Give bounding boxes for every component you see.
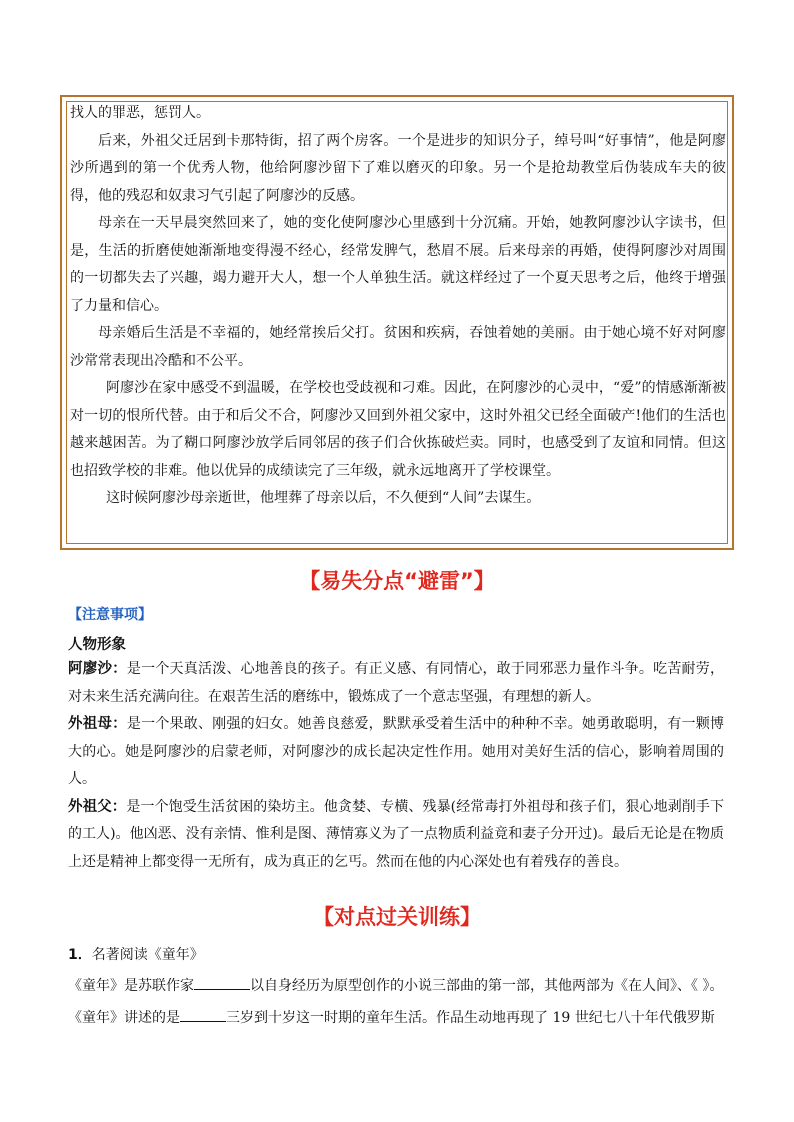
question-title — [68, 944, 204, 964]
pitfalls-title: 【易失分点“避雷”】 — [299, 569, 495, 593]
character-list — [68, 656, 724, 876]
question-text: 《童年》是苏联作家 — [68, 978, 194, 994]
story-text — [70, 100, 726, 513]
character-item — [68, 711, 724, 794]
story-paragraph: 找人的罪恶，惩罚人。 — [70, 105, 210, 121]
character-name: 外祖母： — [68, 716, 127, 732]
question-line — [68, 975, 728, 995]
training-title: 【对点过关训练】 — [313, 905, 481, 929]
story-paragraph: 母亲婚后生活是不幸福的，她经常挨后父打。贫困和疾病，吞蚀着她的美丽。由于她心境不好对阿廖沙常常表现出冷酷和不公平。 — [70, 325, 726, 369]
story-paragraph: 阿廖沙在家中感受不到温暖，在学校也受歧视和刁难。因此，在阿廖沙的心灵中，“爱”的情感渐渐被对一切的恨所代替。由于和后父不合，阿廖沙又回到外祖父家中，这时外祖父已经全面破产!他们的生活也越来越困苦。为了糊口阿廖沙放学后同邻居的孩子们合伙拣破烂卖。同时，也感受到了友谊和同情。但这也招致学校的非难。他以优异的成绩读完了三年级，就永远地离开了学校课堂。 — [70, 380, 726, 479]
question-text: 以自身经历为原型创作的小说三部曲的第一部，其他两部为《在人间》、《 》。 — [250, 978, 724, 994]
question-number: 1． — [68, 947, 92, 963]
question-text: 《童年》讲述的是 — [68, 1010, 180, 1026]
story-paragraph: 母亲在一天早晨突然回来了，她的变化使阿廖沙心里感到十分沉痛。开始，她教阿廖沙认字读书，但是，生活的折磨使她渐渐地变得漫不经心，经常发脾气，愁眉不展。后来母亲的再婚，使得阿廖沙对周围的一切都失去了兴趣，竭力避开大人，想一个人单独生活。就这样经过了一个夏天思考之后，他终于增强了力量和信心。 — [70, 215, 726, 314]
question-line — [68, 1007, 728, 1027]
character-desc: 是一个果敢、刚强的妇女。她善良慈爱，默默承受着生活中的种种不幸。她勇敢聪明，有一颗博大的心。她是阿廖沙的启蒙老师，对阿廖沙的成长起决定性作用。她用对美好生活的信心，影响着周围的人。 — [68, 716, 724, 787]
notes-label: 【注意事项】 — [68, 607, 152, 623]
character-desc: 是一个饱受生活贫困的染坊主。他贪婪、专横、残暴(经常毒打外祖母和孩子们，狠心地剥削手下的工人)。他凶恶、没有亲情、惟利是图、薄情寡义为了一点物质利益竟和妻子分开过)。最后无论是在物质上还是精神上都变得一无所有，成为真正的乞丐。然而在他的内心深处也有着残存的善良。 — [68, 798, 725, 870]
story-paragraph: 后来，外祖父迁居到卡那特街，招了两个房客。一个是进步的知识分子，绰号叫“好事情”，他是阿廖沙所遇到的第一个优秀人物，他给阿廖沙留下了难以磨灭的印象。另一个是抢劫教堂后伪装成车夫的彼得，他的残忍和奴隶习气引起了阿廖沙的反感。 — [70, 132, 726, 204]
protagonist-blank[interactable] — [180, 1007, 226, 1022]
character-name: 外祖父： — [68, 798, 127, 815]
author-blank[interactable] — [194, 975, 250, 990]
question-title-text: 名著阅读《童年》 — [91, 947, 204, 963]
question-text: 三岁到十岁这一时期的童年生活。作品生动地再现了 19 世纪七八十年代俄罗斯 — [226, 1010, 715, 1026]
character-item — [68, 656, 724, 711]
story-paragraph: 这时候阿廖沙母亲逝世，他埋葬了母亲以后，不久便到“人间”去谋生。 — [106, 490, 541, 506]
character-desc: 是一个天真活泼、心地善良的孩子。有正义感、有同情心，敢于同邪恶力量作斗争。吃苦耐劳，对未来生活充满向往。在艰苦生活的磨练中，锻炼成了一个意志坚强，有理想的新人。 — [68, 661, 724, 705]
character-item — [68, 794, 724, 877]
character-name: 阿廖沙： — [68, 661, 127, 677]
characters-heading: 人物形象 — [68, 637, 126, 653]
